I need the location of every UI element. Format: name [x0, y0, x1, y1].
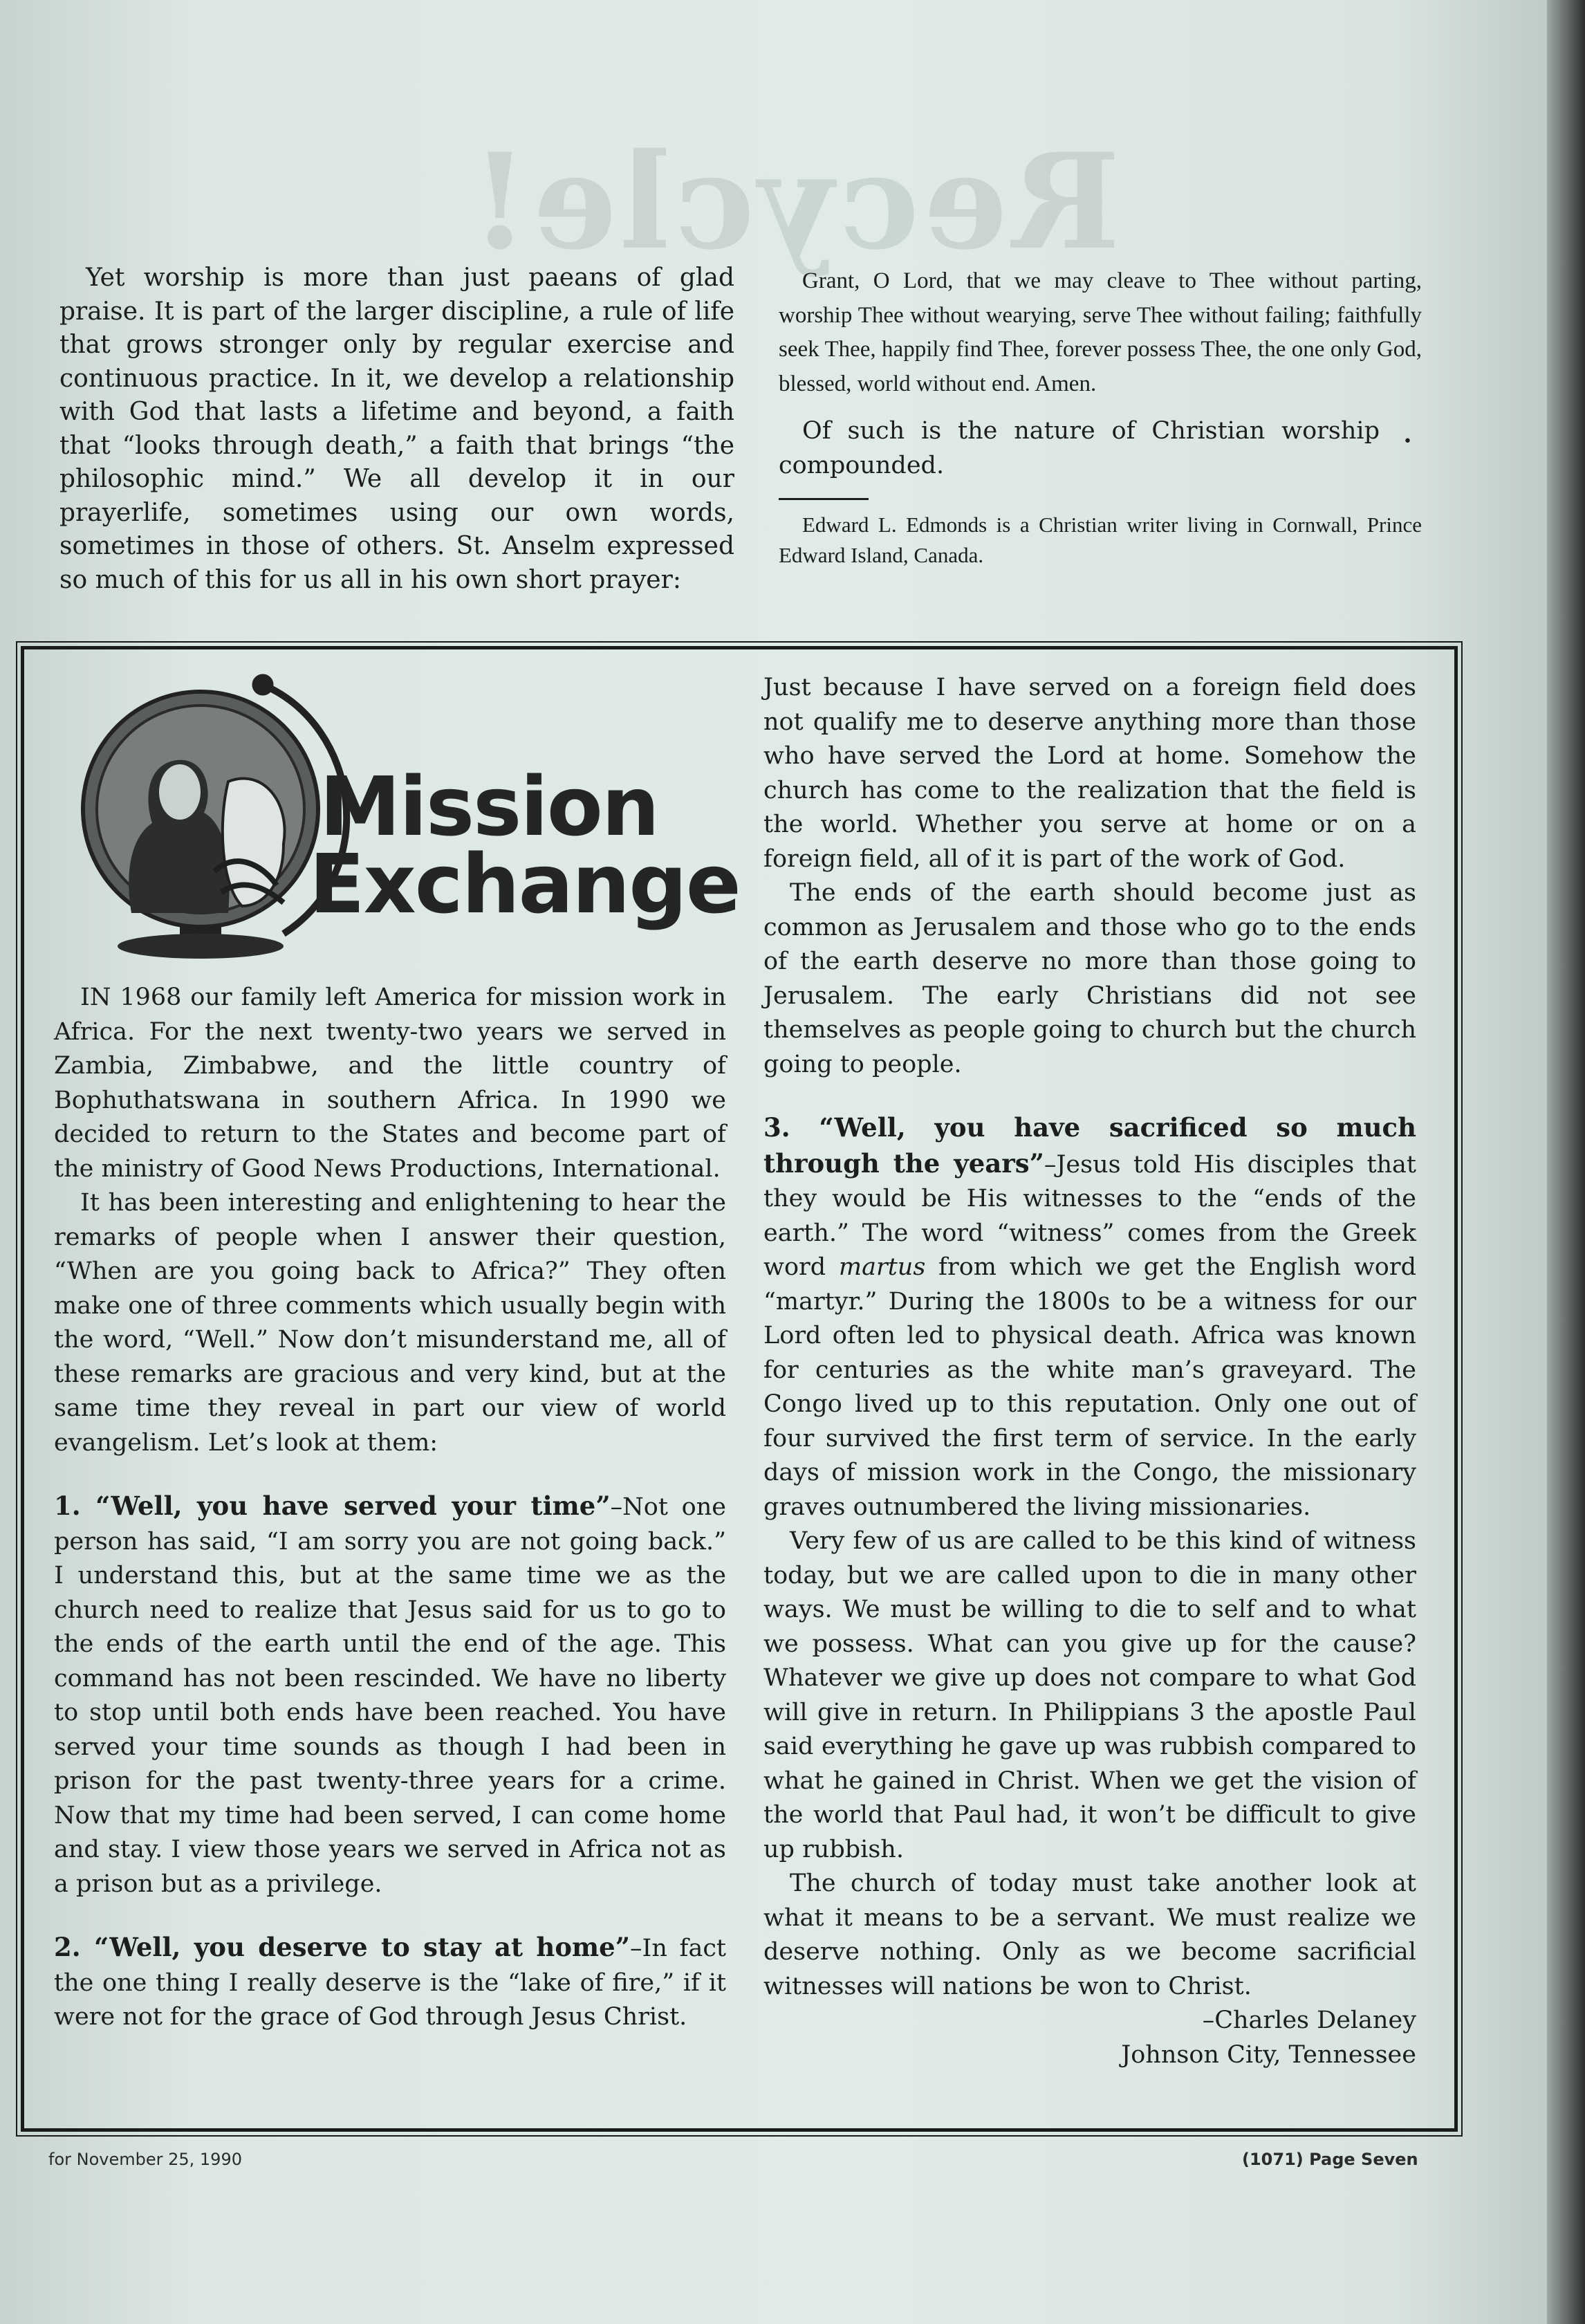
point-three-text-a: –Jesus told His disciples that they would be His witnesses to the “ends of the earth.” The word “witness” comes from the Greek word	[763, 1150, 1416, 1281]
page-binding-edge	[1547, 0, 1585, 2324]
remarks-paragraph: It has been interesting and enlightening to hear the remarks of people when I answer their question, “When are you going back to Africa?” They often make one of three comments which usually begin with the word, “Well.” Now don’t misunderstand me, all of these remarks are gracious and very kind, but at the same time they reveal in part our view of world evangelism. Let’s look at them:	[54, 1189, 726, 1457]
martus-word: martus	[838, 1253, 926, 1281]
point-two-heading: 2. “Well, you deserve to stay at home”	[54, 1932, 630, 1962]
intro-paragraph: IN 1968 our family left America for mission work in Africa. For the next twenty-two years we served in Zambia, Zimbabwe, and the little country of Bophuthatswana in southern Africa. In 1990 we decided to return to the States and become part of the ministry of Good News Productions, International.	[54, 984, 726, 1183]
bleed-through-title: Recycle!	[466, 124, 1120, 279]
point-two-text: –In fact the one thing I really deserve is the “lake of fire,” if it were not for the grace of God through Jesus Christ.	[54, 1935, 726, 2031]
title-line-mission: Mission	[319, 759, 658, 854]
point-three	[763, 1111, 1416, 1524]
worship-article-left-column	[59, 261, 734, 597]
servant-paragraph: The church of today must take another look at what it means to be a servant. We must realize we deserve nothing. Only as we become sacrificial witnesses will nations be won to Christ.	[763, 1870, 1416, 2000]
closing-paragraph	[779, 414, 1422, 483]
point-three-heading: 3. “Well, you have sacrificed so much through the years”	[763, 1112, 1416, 1179]
signature-name: –Charles Delaney	[1202, 2007, 1416, 2034]
point-two	[54, 1930, 726, 2035]
author-bio: Edward L. Edmonds is a Christian writer living in Cornwall, Prince Edward Island, Canada.	[779, 513, 1422, 567]
closing-text: Of such is the nature of Christian worship compounded.	[779, 417, 1380, 479]
worship-article-right-column	[779, 264, 1422, 571]
footer-page-number: (1071) Page Seven	[1242, 2150, 1418, 2169]
worship-paragraph: Yet worship is more than just paeans of glad praise. It is part of the larger discipline, a rule of life that grows stronger only by regular exercise and continuous practice. In it, we develop a relationship with God that lasts a lifetime and beyond, a faith that “looks through death,” a faith that brings “the philosophic mind.” We all develop it in our prayerlife, sometimes using our own words, sometimes in those of others. St. Anselm expressed so much of this for us all in his own short prayer:	[59, 264, 734, 594]
point-one-heading: 1. “Well, you have served your time”	[54, 1491, 611, 1521]
globe-knob	[254, 676, 271, 693]
anselm-prayer: Grant, O Lord, that we may cleave to Thee without parting, worship Thee without wearying, serve Thee without failing; faithfully seek Thee, happily find Thee, forever possess Thee, the one only God, blessed, world without end. Amen.	[779, 268, 1422, 396]
point-one	[54, 1489, 726, 1901]
witness-paragraph: Very few of us are called to be this kind of witness today, but we are called upon to die in many other ways. We must be willing to die to self and to what we possess. What can you give up for the cause? Whatever we give up does not compare to what God will give in return. In Philippians 3 the apostle Paul said everything he gave up was rubbish compared to what he gained in Christ. When we get the vision of the world that Paul had, it won’t be difficult to give up rubbish.	[763, 1527, 1416, 1863]
end-mark: •	[1403, 433, 1412, 450]
footer-date: for November 25, 1990	[48, 2150, 242, 2169]
signature-place: Johnson City, Tennessee	[1121, 2040, 1416, 2069]
globe-stand-base	[118, 934, 284, 959]
point-one-text: –Not one person has said, “I am sorry you are not going back.” I understand this, but at the same time we as the church need to realize that Jesus said for us to go to the ends of the earth until the end of the age. This command has not been rescinded. We have no liberty to stop until both ends have been reached. You have served your time sounds as though I had been in prison for the past twenty-three years for a crime. Now that my time had been served, I can come home and stay. I view those years we served in Africa not as a prison but as a privilege.	[54, 1493, 726, 1898]
point-three-text-b: from which we get the English word “martyr.” During the 1800s to be a witness for our Lord often led to physical death. Africa was known for centuries as the white man’s graveyard. The Congo lived up to this reputation. Only one out of four survived the first term of service. In the early days of mission work in the Congo, the missionary graves outnumbered the living missionaries.	[763, 1253, 1417, 1521]
mission-right-column	[763, 671, 1416, 2072]
foreign-field-paragraph: Just because I have served on a foreign field does not qualify me to deserve anything more than those who have served the Lord at home. Somehow the church has come to the realization that the field is the world. Whether you serve at home or on a foreign field, all of it is part of the work of God.	[763, 674, 1416, 873]
ends-of-earth-paragraph: The ends of the earth should become just as common as Jerusalem and those who go to the ends of the earth deserve no more than those going to Jerusalem. The early Christians did not see themselves as people going to church but the church going to people.	[763, 879, 1416, 1078]
child-face	[159, 764, 201, 820]
mission-left-column	[54, 981, 726, 2035]
title-line-exchange: Exchange	[309, 836, 740, 932]
bio-divider	[779, 498, 869, 500]
mission-exchange-title	[309, 759, 740, 932]
